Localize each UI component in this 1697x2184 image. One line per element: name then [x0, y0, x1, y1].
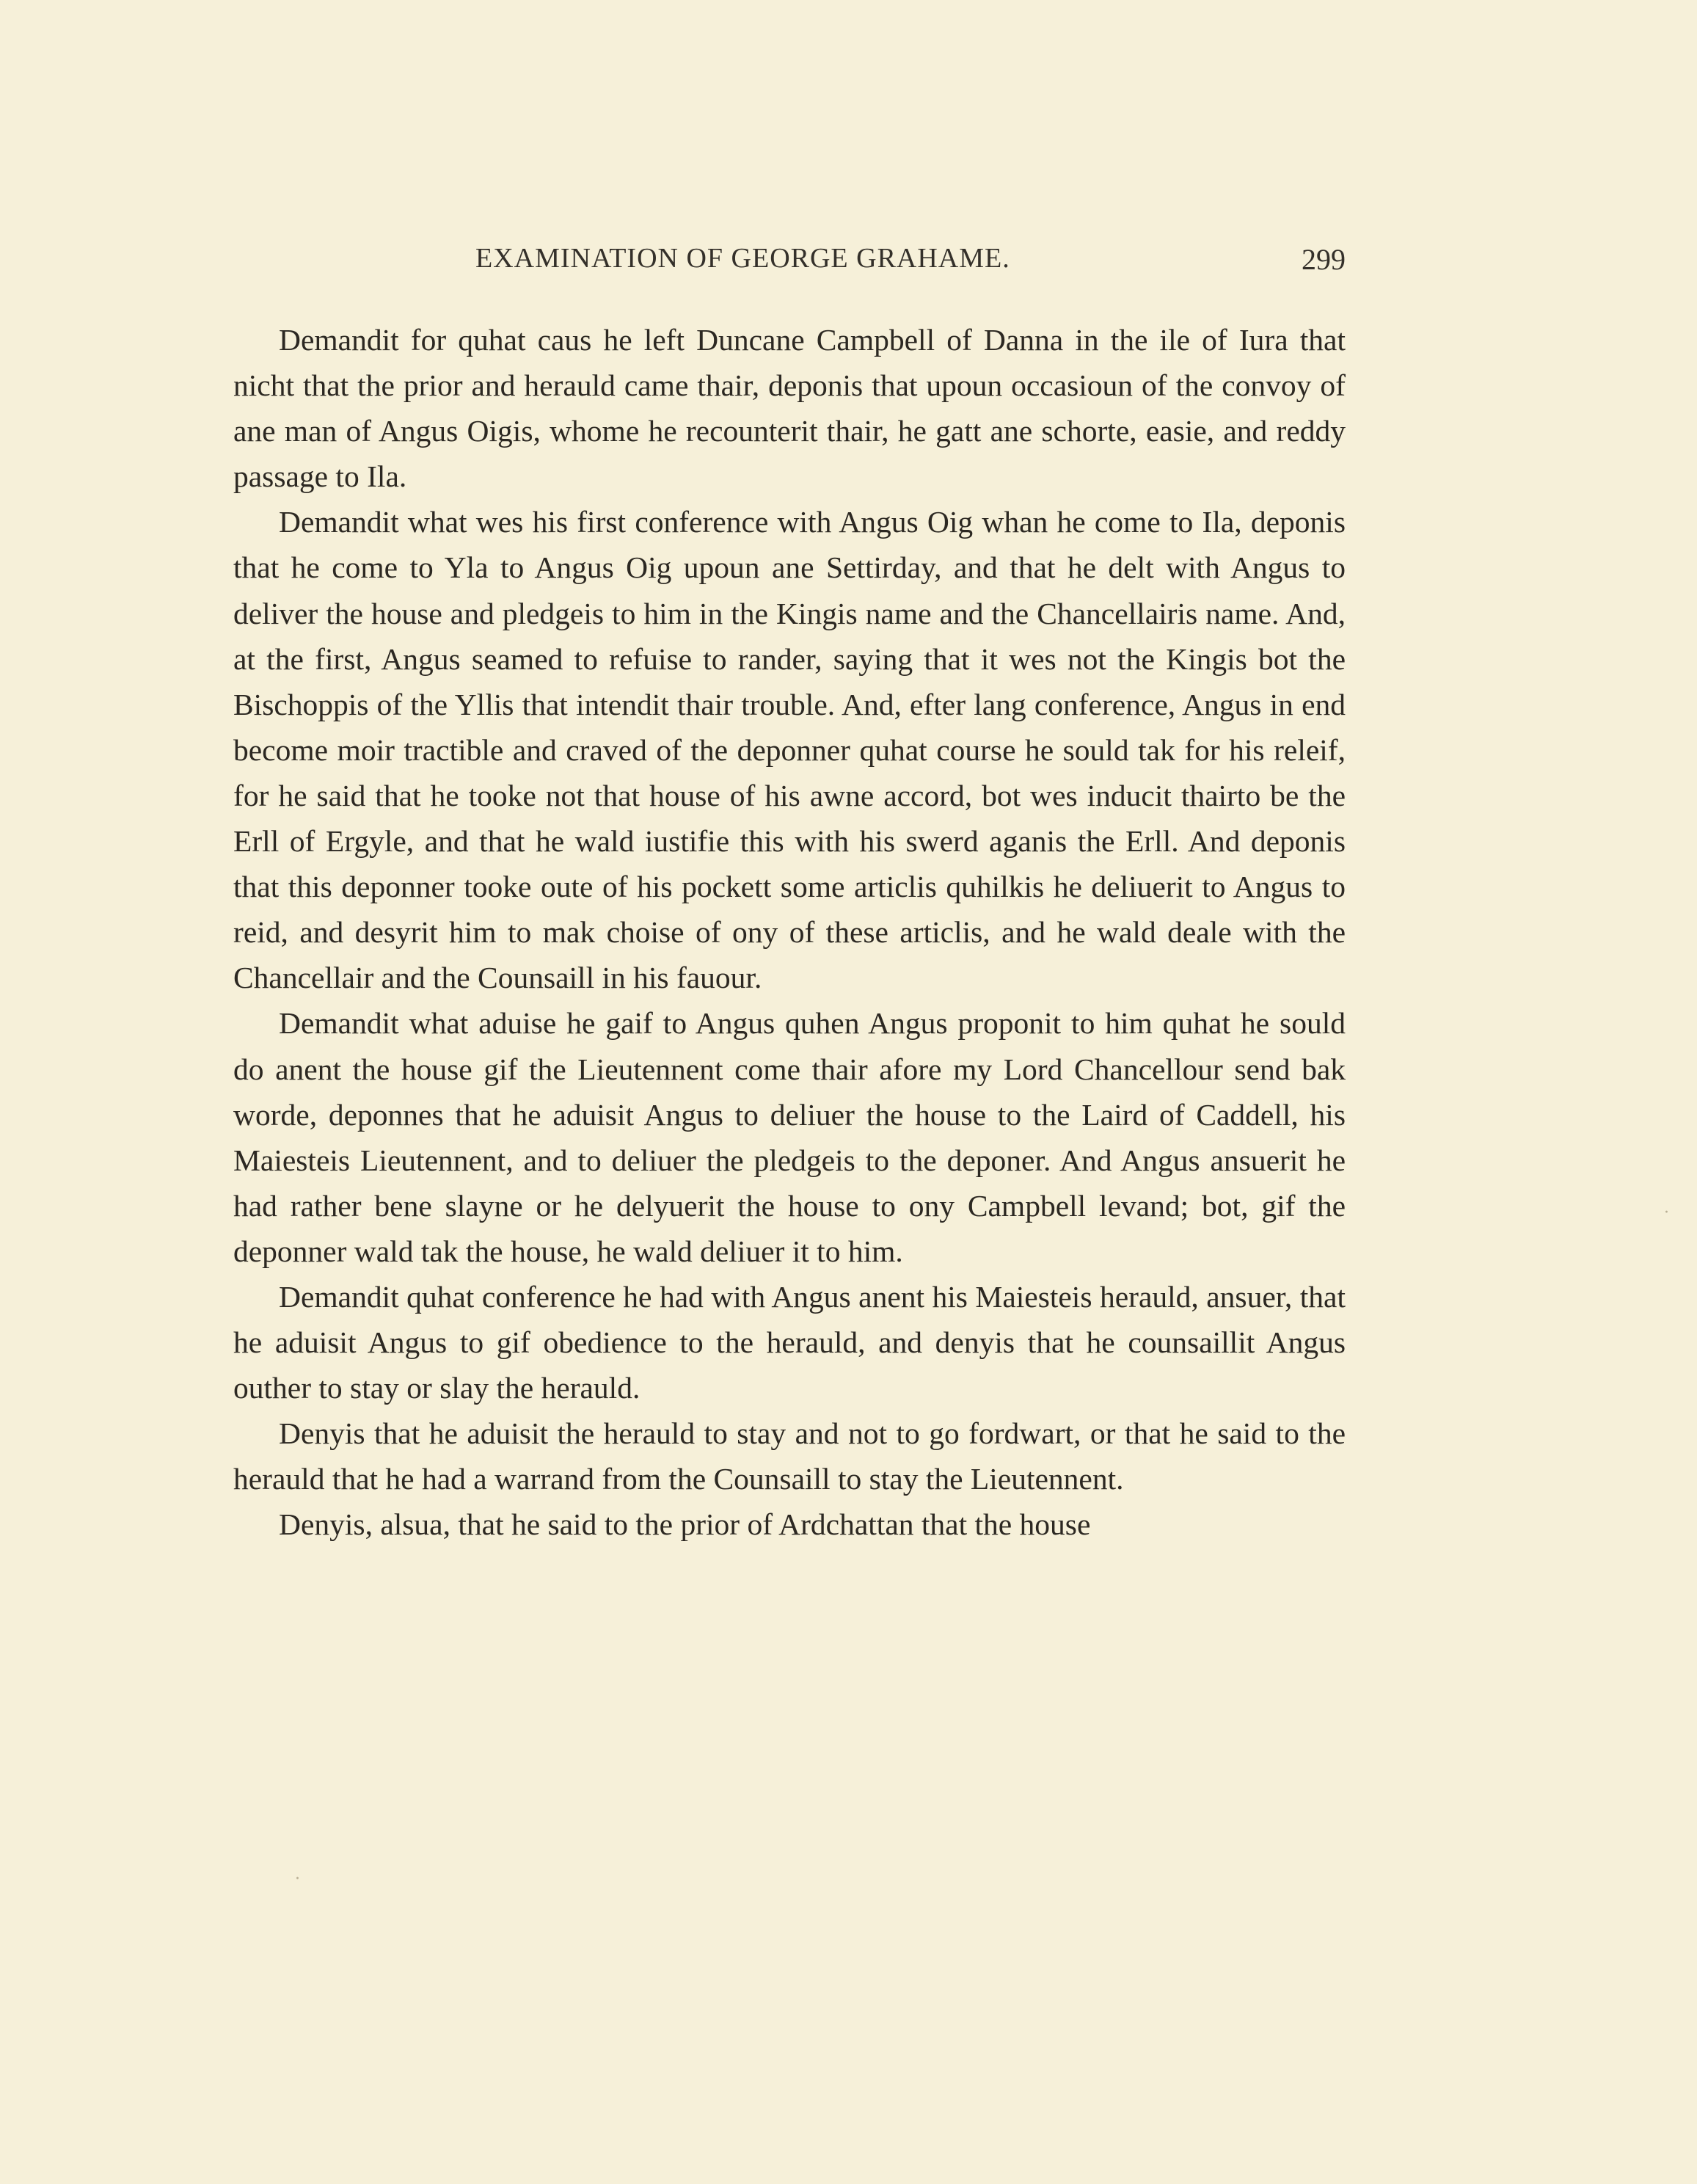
- paragraph: Denyis that he aduisit the herauld to stay and not to go fordwart, or that he said to the herauld that he had a warrand from the Counsaill to stay the Lieutennent.: [233, 1416, 1346, 1496]
- paragraph: Demandit what wes his first conference with Angus Oig whan he come to Ila, deponis that he come to Yla to Angus Oig upoun ane Settirday, and that he delt with Angus to deliver the house and pledgeis to him in the Kingis name and the Chancellairis name. And, at the first, Angus seamed to refuise to rander, saying that it wes not the Kingis bot the Bischoppis of the Yllis that intendit thair trouble. And, efter lang conference, Angus in end become moir tractible and craved of the deponner quhat course he sould tak for his releif, for he said that he tooke not that house of his awne accord, bot wes inducit thairto be the Erll of Ergyle, and that he wald iustifie this with his swerd aganis the Erll. And deponis that this deponner tooke oute of his pockett some articlis quhilkis he deliuerit to Angus to reid, and desyrit him to mak choise of ony of these articlis, and he wald deale with the Chancellair and the Counsaill in his fauour.: [233, 505, 1346, 995]
- paragraph: Denyis, alsua, that he said to the prior of Ardchattan that the house: [279, 1507, 1091, 1542]
- paragraph: Demandit what aduise he gaif to Angus quhen Angus proponit to him quhat he sould do anent the house gif the Lieutennent come thair afore my Lord Chancellour send bak worde, deponnes that he aduisit Angus to deliuer the house to the Laird of Caddell, his Maiesteis Lieutennent, and to deliuer the pledgeis to the deponer. And Angus ansuerit he had rather bene slayne or he delyuerit the house to ony Campbell levand; bot, gif the deponner wald tak the house, he wald deliuer it to him.: [233, 1006, 1346, 1268]
- paragraph: Demandit for quhat caus he left Duncane Campbell of Danna in the ile of Iura that nicht that the prior and herauld came thair, deponis that upoun occasioun of the convoy of ane man of Angus Oigis, whome he recounterit thair, he gatt ane schorte, easie, and reddy passage to Ila.: [233, 323, 1346, 494]
- running-head: [233, 242, 1346, 286]
- running-title: EXAMINATION OF GEORGE GRAHAME.: [475, 243, 1010, 274]
- page-number: 299: [1302, 243, 1346, 276]
- paper-speck: ·: [1664, 1204, 1669, 1222]
- body-text: [233, 317, 1346, 1548]
- paper-speck: ·: [295, 1870, 300, 1888]
- paragraph: Demandit quhat conference he had with Angus anent his Maiesteis herauld, ansuer, that he aduisit Angus to gif obedience to the herauld, and denyis that he counsaillit Angus outher to stay or slay the herauld.: [233, 1279, 1346, 1405]
